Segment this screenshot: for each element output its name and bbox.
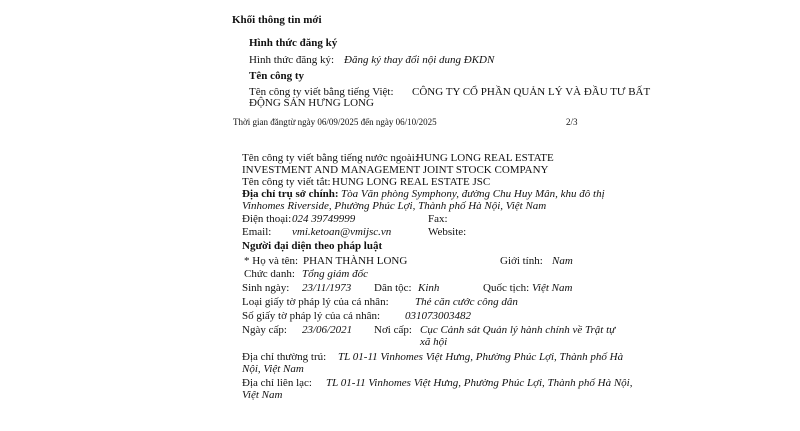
abbr-name-value: HUNG LONG REAL ESTATE JSC <box>332 176 491 188</box>
phone-value: 024 39749999 <box>292 213 356 225</box>
issue-date-label: Ngày cấp: <box>242 324 287 336</box>
vn-name-line1: CÔNG TY CỔ PHẦN QUẢN LÝ VÀ ĐẦU TƯ BẤT <box>412 86 651 98</box>
vn-name-line2: ĐỘNG SẢN HƯNG LONG <box>249 97 374 109</box>
gender-value: Nam <box>552 255 573 267</box>
posting-period-text: từ ngày 06/09/2025 đến ngày 06/10/2025 <box>288 117 437 127</box>
position-value: Tổng giám đốc <box>302 268 368 280</box>
issue-place-label: Nơi cấp: <box>374 324 412 336</box>
dob-label: Sinh ngày: <box>242 282 290 294</box>
registration-type-value: Đăng ký thay đổi nội dung ĐKDN <box>344 54 495 66</box>
registration-type-label: Hình thức đăng ký: <box>249 54 335 66</box>
email-label: Email: <box>242 226 272 238</box>
nationality-label: Quốc tịch: <box>483 282 530 294</box>
issue-date-value: 23/06/2021 <box>302 324 353 336</box>
issue-place-line2: xã hội <box>420 336 448 348</box>
permanent-address-line1: TL 01-11 Vinhomes Việt Hưng, Phường Phúc Lợi, Thành phố Hà <box>338 351 624 363</box>
ethnicity-label: Dân tộc: <box>374 282 412 294</box>
hq-address-line2: Vinhomes Riverside, Phường Phúc Lợi, Thành phố Hà Nội, Việt Nam <box>242 200 547 212</box>
id-type-label: Loại giấy tờ pháp lý của cá nhân: <box>242 296 389 308</box>
email-value: vmi.ketoan@vmijsc.vn <box>292 226 392 238</box>
legal-rep-heading: Người đại diện theo pháp luật <box>242 240 383 252</box>
id-number-label: Số giấy tờ pháp lý của cá nhân: <box>242 310 381 322</box>
foreign-name-label: Tên công ty viết bằng tiếng nước ngoài: <box>242 152 418 164</box>
contact-address-line1: TL 01-11 Vinhomes Việt Hưng, Phường Phúc Lợi, Thành phố Hà Nội, <box>326 377 633 389</box>
issue-place-line1: Cục Cảnh sát Quản lý hành chính về Trật tự <box>420 324 616 336</box>
posting-period-label: Thời gian đăng <box>233 117 288 127</box>
nationality-value: Việt Nam <box>532 282 573 294</box>
vn-name-label: Tên công ty viết bằng tiếng Việt: <box>249 86 394 98</box>
rep-name-value: PHAN THÀNH LONG <box>303 255 408 267</box>
company-name-heading: Tên công ty <box>249 70 304 82</box>
contact-address-label: Địa chỉ liên lạc: <box>242 377 312 389</box>
id-number-value: 031073003482 <box>405 310 471 322</box>
id-type-value: Thẻ căn cước công dân <box>415 296 518 308</box>
rep-name-label: * Họ và tên: <box>244 255 299 267</box>
permanent-address-label: Địa chỉ thường trú: <box>242 351 327 363</box>
dob-value: 23/11/1973 <box>302 282 352 294</box>
page-number: 2/3 <box>566 117 578 127</box>
hq-address-label: Địa chỉ trụ sở chính: <box>242 188 339 200</box>
website-label: Website: <box>428 226 467 238</box>
position-label: Chức danh: <box>244 268 295 280</box>
hq-address-line1: Tòa Văn phòng Symphony, đường Chu Huy Mân, khu đô thị <box>341 188 605 200</box>
fax-label: Fax: <box>428 213 448 225</box>
permanent-address-line2: Nội, Việt Nam <box>242 363 304 375</box>
foreign-name-line1: HUNG LONG REAL ESTATE <box>416 152 554 164</box>
ethnicity-value: Kinh <box>418 282 440 294</box>
contact-address-line2: Việt Nam <box>242 389 283 401</box>
abbr-name-label: Tên công ty viết tắt: <box>242 176 331 188</box>
phone-label: Điện thoại: <box>242 213 292 225</box>
foreign-name-line2: INVESTMENT AND MANAGEMENT JOINT STOCK COMPANY <box>242 164 549 176</box>
registration-type-heading: Hình thức đăng ký <box>249 37 338 49</box>
gender-label: Giới tính: <box>500 255 543 267</box>
new-info-section-title: Khối thông tin mới <box>232 14 322 26</box>
